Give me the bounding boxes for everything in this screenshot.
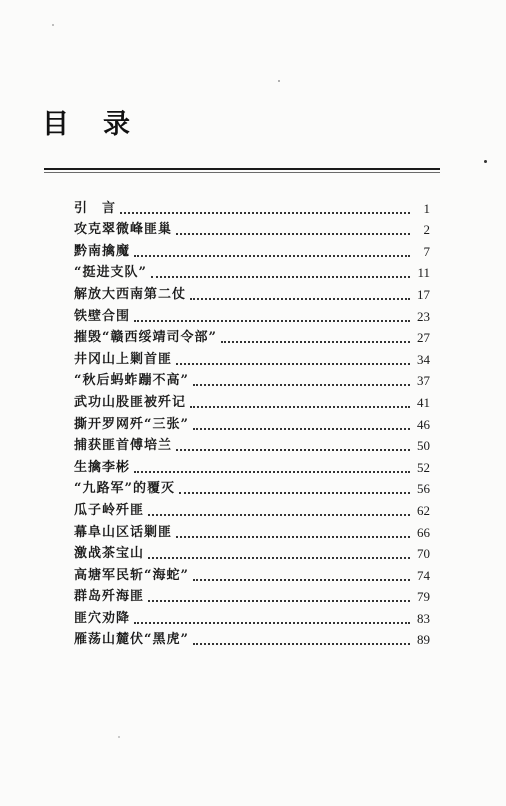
toc-entry-title: 解放大西南第二仗	[74, 286, 187, 302]
toc-entry-title: 群岛歼海匪	[74, 589, 145, 605]
toc-entry	[74, 476, 430, 498]
toc-entry-page-number: 27	[417, 330, 430, 346]
toc-entry-title: 撕开罗网歼“三张”	[74, 416, 189, 432]
toc-entry-title: 铁壁合围	[74, 308, 131, 324]
toc-entry-page-number: 83	[417, 610, 430, 626]
toc-entry-title: 武功山股匪被歼记	[74, 394, 187, 410]
toc-entry	[74, 389, 430, 411]
toc-entry	[74, 627, 430, 649]
toc-entry-page-number: 37	[417, 373, 430, 389]
toc-entry-title: 雁荡山麓伏“黑虎”	[74, 632, 189, 648]
toc-entry-title: 摧毁“赣西绥靖司令部”	[74, 330, 217, 346]
toc-entry	[74, 605, 430, 627]
toc-entry-title: 幕阜山区话剿匪	[74, 524, 173, 540]
toc-entry-title: 生擒李彬	[74, 459, 131, 475]
toc-entry	[74, 433, 430, 455]
toc-entry-page-number: 11	[417, 265, 430, 281]
toc-entry-page-number: 70	[417, 546, 430, 562]
divider-thin-line	[44, 172, 440, 173]
toc-dot-leader	[176, 449, 410, 451]
toc-entry-page-number: 41	[417, 394, 430, 410]
toc-dot-leader	[134, 471, 410, 473]
toc-entry	[74, 368, 430, 390]
toc-dot-leader	[134, 255, 410, 257]
toc-entry-page-number: 7	[423, 243, 430, 259]
toc-entry	[74, 541, 430, 563]
toc-dot-leader	[148, 514, 410, 516]
toc-dot-leader	[193, 384, 410, 386]
toc-entry-title: “秋后蚂蚱蹦不高”	[74, 373, 189, 389]
toc-dot-leader	[148, 557, 410, 559]
toc-dot-leader	[151, 276, 410, 278]
toc-entry-title: 井冈山上剿首匪	[74, 351, 173, 367]
toc-entry	[74, 454, 430, 476]
toc-entry-page-number: 89	[417, 632, 430, 648]
toc-entry-title: 瓜子岭歼匪	[74, 502, 145, 518]
divider-thick-line	[44, 168, 440, 170]
toc-entry-page-number: 34	[417, 351, 430, 367]
toc-entry-page-number: 66	[417, 524, 430, 540]
table-of-contents	[74, 195, 430, 648]
toc-entry	[74, 519, 430, 541]
toc-entry	[74, 281, 430, 303]
toc-entry	[74, 303, 430, 325]
toc-entry	[74, 217, 430, 239]
toc-dot-leader	[176, 363, 410, 365]
toc-entry-page-number: 2	[423, 222, 430, 238]
toc-dot-leader	[179, 492, 410, 494]
toc-dot-leader	[148, 600, 410, 602]
page-title: 目录	[42, 109, 164, 140]
toc-dot-leader	[176, 233, 410, 235]
toc-entry-title: 匪穴劝降	[74, 610, 131, 626]
toc-entry-title: 捕获匪首傅培兰	[74, 438, 173, 454]
toc-entry	[74, 238, 430, 260]
toc-entry-title: 高塘军民斩“海蛇”	[74, 567, 189, 583]
toc-entry	[74, 584, 430, 606]
toc-entry-page-number: 62	[417, 502, 430, 518]
toc-dot-leader	[190, 298, 410, 300]
toc-entry-page-number: 74	[417, 567, 430, 583]
toc-dot-leader	[190, 406, 410, 408]
toc-entry	[74, 497, 430, 519]
toc-entry-page-number: 17	[417, 286, 430, 302]
toc-entry-title: 引 言	[74, 200, 117, 216]
toc-entry	[74, 411, 430, 433]
toc-entry-title: “挺进支队”	[74, 265, 147, 281]
toc-dot-leader	[221, 341, 410, 343]
toc-dot-leader	[176, 536, 410, 538]
toc-dot-leader	[193, 579, 410, 581]
toc-entry-page-number: 23	[417, 308, 430, 324]
scan-speck	[52, 24, 54, 26]
toc-entry	[74, 325, 430, 347]
toc-dot-leader	[134, 622, 410, 624]
toc-entry	[74, 346, 430, 368]
toc-dot-leader	[193, 428, 410, 430]
toc-entry	[74, 260, 430, 282]
toc-entry-page-number: 46	[417, 416, 430, 432]
toc-entry-page-number: 79	[417, 589, 430, 605]
toc-entry-page-number: 52	[417, 459, 430, 475]
toc-entry-page-number: 1	[423, 200, 430, 216]
toc-entry-title: 黔南擒魔	[74, 243, 131, 259]
toc-entry-title: 攻克翠微峰匪巢	[74, 222, 173, 238]
toc-entry	[74, 562, 430, 584]
toc-entry	[74, 195, 430, 217]
toc-entry-title: “九路军”的覆灭	[74, 481, 175, 497]
scan-speck	[278, 80, 280, 82]
scan-speck	[484, 160, 487, 163]
title-divider	[44, 168, 440, 174]
toc-dot-leader	[120, 212, 410, 214]
toc-dot-leader	[193, 643, 410, 645]
toc-entry-page-number: 50	[417, 438, 430, 454]
scan-speck	[118, 736, 120, 738]
toc-dot-leader	[134, 320, 410, 322]
toc-entry-page-number: 56	[417, 481, 430, 497]
toc-entry-title: 激战茶宝山	[74, 546, 145, 562]
